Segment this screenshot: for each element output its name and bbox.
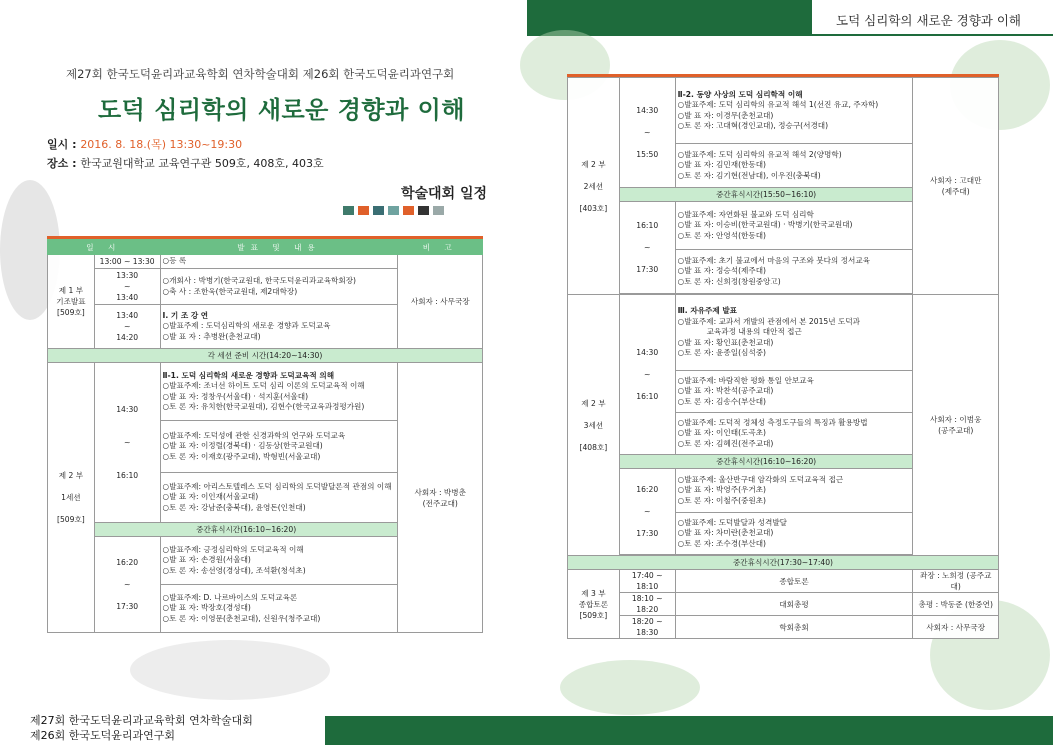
content-line: ○발표주제: 초기 불교에서 마음의 구조와 붓다의 정서교육 <box>677 255 871 265</box>
break-row: 각 세션 준비 시간(14:20~14:30) <box>48 349 483 363</box>
content-line: ○토 론 자: 신희정(창원중앙고) <box>677 276 781 286</box>
content-line: ○토 론 자: 이철주(중원초) <box>677 495 766 505</box>
header-note: 비 고 <box>398 240 483 255</box>
s3-note: 사회자 : 이범웅 (공주교대) <box>913 295 999 556</box>
color-swatch <box>433 206 444 215</box>
content-line: ○발 표 자: 이승비(한국교원대) · 박병기(한국교원대) <box>677 220 853 230</box>
content-line: ○토 론 자: 이영문(춘천교대), 신원우(청주교대) <box>162 613 321 623</box>
content-line: ○발 표 자 : 추병완(춘천교대) <box>162 331 261 341</box>
session-title: Ⅱ-1. 도덕 심리학의 새로운 경향과 도덕교육적 의해 <box>162 370 335 380</box>
keynote-title: Ⅰ. 기 조 강 연 <box>162 310 209 320</box>
content-line: ○토 론 자: 이재호(광주교대), 박형빈(서울교대) <box>162 451 321 461</box>
decor-splash <box>560 660 700 715</box>
time-cell: 14:30 ~ 16:10 <box>619 295 675 455</box>
part1-note: 사회자 : 사무국장 <box>398 255 483 349</box>
content-line: ○발표주제: D. 나르바이스의 도덕교육론 <box>162 592 298 602</box>
content-line: ○토 론 자: 안영석(한동대) <box>677 230 766 240</box>
footer-line2: 제26회 한국도덕윤리과연구회 <box>30 729 176 742</box>
right-schedule-table <box>567 77 999 639</box>
break-row: 중간휴식시간(16:10~16:20) <box>94 523 398 537</box>
s3-label: 제 2 부 3세션 [408호] <box>568 295 620 556</box>
color-swatch <box>403 206 414 215</box>
break-row: 중간휴식시간(15:50~16:10) <box>619 188 913 202</box>
color-swatch <box>418 206 429 215</box>
content-line: ○축 사 : 조한욱(한국교원대, 제2대학장) <box>162 286 298 296</box>
content-line: ○토 론 자: 고대혁(경인교대), 정승구(서경대) <box>677 121 829 130</box>
left-schedule-table <box>47 239 483 633</box>
footer-line1: 제27회 한국도덕윤리과교육학회 연차학술대회 <box>30 714 253 727</box>
part3-label: 제 3 부 종합토론 [509호] <box>568 570 620 639</box>
content-line: ○발 표 자: 박영주(우거초) <box>677 485 766 495</box>
color-swatch <box>343 206 354 215</box>
content-line: ○발 표 자: 이정렬(경북대) · 김동상(한국교원대) <box>162 441 323 451</box>
part2-note: 사회자 : 박병춘 (전주교대) <box>398 363 483 633</box>
content-line: ○발표주제: 도덕 심리학의 유교적 해석 2(양명학) <box>677 149 842 159</box>
content-cell <box>675 513 913 555</box>
content-cell: 학회총회 <box>675 616 913 639</box>
content-line: ○발 표 자: 황인표(춘천교대) <box>677 337 774 347</box>
s2-label: 제 2 부 2세션 [403호] <box>568 78 620 295</box>
content-cell <box>675 250 913 294</box>
time-cell: 14:30 ~ 16:10 <box>94 363 160 523</box>
time-cell: 13:00 ~ 13:30 <box>94 255 160 269</box>
content-line: ○발표주제: 도덕 심리학의 유교적 해석 1(선진 유교, 주자학) <box>677 100 879 109</box>
time-cell: 18:10 ~ 18:20 <box>619 593 675 616</box>
color-swatch <box>388 206 399 215</box>
s2-note: 사회자 : 고대만 (제주대) <box>913 78 999 295</box>
content-cell <box>160 255 398 269</box>
decor-splash <box>130 640 330 700</box>
date-label: 일시 : <box>47 138 81 151</box>
session-title: Ⅱ-2. 동양 사상의 도덕 심리학적 이해 <box>677 89 803 99</box>
color-swatch <box>373 206 384 215</box>
content-line: ○토 론 자: 김기현(전남대), 이우진(충북대) <box>677 170 821 180</box>
content-cell <box>160 363 398 421</box>
content-line: ○토 론 자: 김송수(부산대) <box>677 396 766 406</box>
content-cell: 대회총평 <box>675 593 913 616</box>
content-line: ○개회사 : 박병기(한국교원대, 한국도덕윤리과교육학회장) <box>162 276 356 285</box>
content-line: ○토 론 자: 조수경(부산대) <box>677 538 766 548</box>
header-right-title: 도덕 심리학의 새로운 경향과 이해 <box>836 13 1021 28</box>
note-cell: 사회자 : 사무국장 <box>913 616 999 639</box>
content-cell <box>675 371 913 413</box>
color-swatches <box>343 206 444 215</box>
content-line: ○발 표 자: 박찬석(공주교대) <box>677 386 774 396</box>
content-line: ○발 표 자: 김민재(한동대) <box>677 160 766 170</box>
content-line: 교육과정 내용의 대안적 접근 <box>677 327 802 337</box>
place-label: 장소 : <box>47 157 81 170</box>
content-cell <box>675 413 913 455</box>
time-cell: 14:30 ~ 15:50 <box>619 78 675 188</box>
content-line: ○발표주제: 긍정심리학의 도덕교육적 이해 <box>162 544 304 554</box>
time-cell: 16:10 ~ 17:30 <box>619 202 675 294</box>
content-line: ○등 록 <box>162 256 187 266</box>
time-cell: 18:20 ~ 18:30 <box>619 616 675 639</box>
header-date: 일 시 <box>48 240 161 255</box>
content-cell: 종합토론 <box>675 570 913 593</box>
content-line: ○발 표 자: 이인재(서울교대) <box>162 492 259 502</box>
content-line: ○발 표 자: 정승석(제주대) <box>677 266 766 276</box>
content-line: ○발 표 자: 차미란(춘천교대) <box>677 528 774 538</box>
content-line: ○발표주제: 도덕적 정체성 측정도구들의 특징과 활용방법 <box>677 417 868 427</box>
content-cell <box>675 144 913 188</box>
content-line: ○토 론 자: 김혜진(전주교대) <box>677 438 774 448</box>
conference-title: 제27회 한국도덕윤리과교육학회 연차학술대회 제26회 한국도덕윤리과연구회 <box>66 67 455 81</box>
date-line <box>47 136 242 152</box>
content-line: ○토 론 자: 강남준(충북대), 윤영돈(인천대) <box>162 502 306 512</box>
content-cell <box>675 469 913 513</box>
content-line: ○발표주제: 도덕발달과 성격발달 <box>677 517 787 527</box>
session-title: Ⅲ. 자유주제 발표 <box>677 306 737 316</box>
break-row: 중간휴식시간(17:30~17:40) <box>568 556 999 570</box>
content-line: ○발표주제: 아리스토텔레스 도덕 심리학의 도덕발달론적 관점의 이해 <box>162 481 392 491</box>
content-cell <box>160 585 398 633</box>
content-line: ○토 론 자: 윤종일(심석중) <box>677 348 766 358</box>
content-line: ○발표주제: 자연화된 불교와 도덕 심리학 <box>677 209 814 219</box>
content-cell <box>160 421 398 473</box>
content-line: ○발 표 자: 손경원(서울대) <box>162 555 251 565</box>
place-value: 한국교원대학교 교육연구관 509호, 408호, 403호 <box>80 157 324 170</box>
content-line: ○발표주제: 조너선 하이트 도덕 심리 이론의 도덕교육적 이해 <box>162 381 365 390</box>
header-content: 발표 및 내용 <box>160 240 398 255</box>
bottom-bar-green <box>325 716 1053 745</box>
time-cell: 13:30 ~ 13:40 <box>94 269 160 305</box>
content-cell <box>675 78 913 144</box>
content-line: ○발 표 자: 이인태(도곡초) <box>677 428 766 438</box>
break-row: 중간휴식시간(16:10~16:20) <box>619 455 913 469</box>
content-cell <box>160 537 398 585</box>
content-line: ○발표주제: 바람직한 평화 통일 안보교육 <box>677 375 814 385</box>
top-bar-right-rule <box>812 34 1053 36</box>
place-line <box>47 155 324 171</box>
color-swatch <box>358 206 369 215</box>
content-cell <box>160 473 398 523</box>
content-line: ○발 표 자: 정창우(서울대) · 석지훈(서울대) <box>162 391 309 401</box>
time-cell: 13:40 ~ 14:20 <box>94 305 160 349</box>
content-line: ○토 론 자: 유치한(한국교원대), 김현수(한국교육과정평가원) <box>162 402 365 411</box>
time-cell: 17:40 ~ 18:10 <box>619 570 675 593</box>
content-cell <box>675 295 913 371</box>
content-line: ○발표주제: 울산반구대 암각화의 도덕교육적 접근 <box>677 474 844 484</box>
page-title: 도덕 심리학의 새로운 경향과 이해 <box>98 96 465 124</box>
content-line: ○발표주제 : 도덕심리학의 새로운 경향과 도덕교육 <box>162 321 331 331</box>
content-line: ○발표주제: 도덕성에 관한 신경과학의 연구와 도덕교육 <box>162 430 346 440</box>
content-line: ○발표주제: 교과서 개발의 관점에서 본 2015년 도덕과 <box>677 316 860 326</box>
part1-label: 제 1 부 기조발표 [509호] <box>48 255 95 349</box>
content-cell <box>160 269 398 305</box>
content-line: ○발 표 자: 박장호(경성대) <box>162 603 251 613</box>
note-cell: 총평 : 박동준 (한중연) <box>913 593 999 616</box>
content-line: ○토 론 자: 송선영(경상대), 조석환(청석초) <box>162 565 306 575</box>
part2-label: 제 2 부 1세션 [509호] <box>48 363 95 633</box>
content-line: ○발 표 자: 이경무(춘천교대) <box>677 110 774 120</box>
content-cell <box>675 202 913 250</box>
schedule-title: 학술대회 일정 <box>401 186 488 202</box>
note-cell: 좌장 : 노희정 (공주교대) <box>913 570 999 593</box>
time-cell: 16:20 ~ 17:30 <box>619 469 675 555</box>
content-cell <box>160 305 398 349</box>
date-value: 2016. 8. 18.(목) 13:30~19:30 <box>80 138 243 151</box>
time-cell: 16:20 ~ 17:30 <box>94 537 160 633</box>
